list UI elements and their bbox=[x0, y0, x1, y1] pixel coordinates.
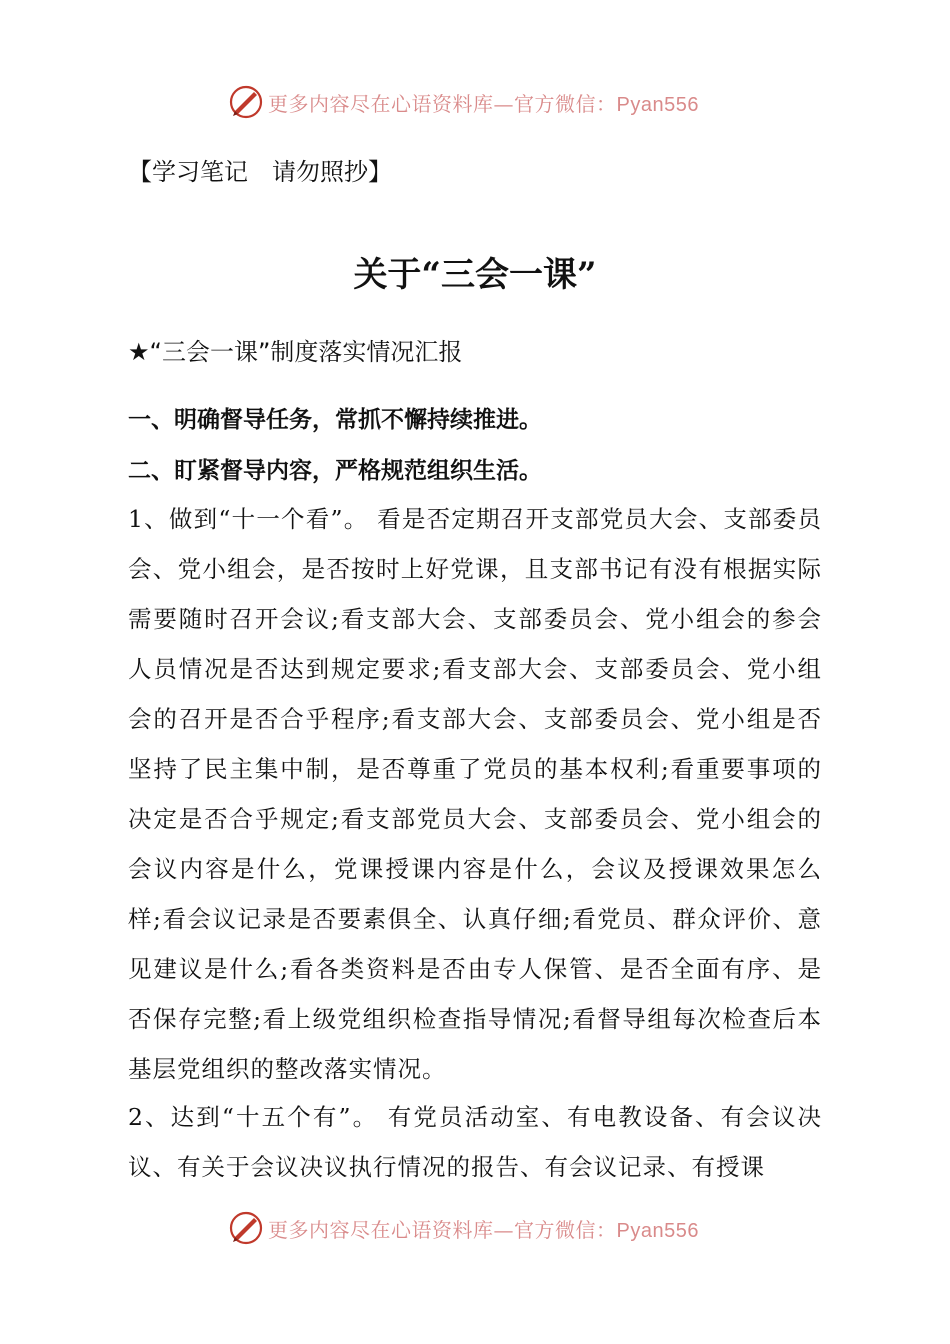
watermark-text bbox=[268, 88, 699, 117]
paragraph-fifteen-haves: 2、达到“十五个有”。 有党员活动室、有电教设备、有会议决议、有关于会议决议执行情况的报告、有会议记录、有授课 bbox=[128, 1103, 822, 1181]
watermark-wechat-id: Pyan556 bbox=[616, 1219, 699, 1242]
watermark-banner-top bbox=[228, 82, 699, 122]
section-heading-1: 一、明确督导任务，常抓不懈持续推进。 bbox=[128, 406, 542, 433]
section-heading-2: 二、盯紧督导内容，严格规范组织生活。 bbox=[128, 457, 542, 484]
study-note-label: 【学习笔记 请勿照抄】 bbox=[128, 158, 392, 186]
document-subtitle: ★“三会一课”制度落实情况汇报 bbox=[128, 338, 463, 366]
pen-logo-icon bbox=[228, 1210, 264, 1246]
watermark-label: 更多内容尽在心语资料库—官方微信： bbox=[268, 91, 617, 116]
paragraph-eleven-checks: 1、做到“十一个看”。 看是否定期召开支部党员大会、支部委员会、党小组会，是否按时上好党课，且支部书记有没有根据实际需要随时召开会议;看支部大会、支部委员会、党小组会的参会人员情况是否达到规定要求;看支部大会、支部委员会、党小组会的召开是否合乎程序;看支部大会、支部委员会、党小组是否坚持了民主集中制，是否尊重了党员的基本权利;看重要事项的决定是否合乎规定;看支部党员大会、支部委员会、党小组会的会议内容是什么，党课授课内容是什么，会议及授课效果怎么样;看会议记录是否要素俱全、认真仔细;看党员、群众评价、意见建议是什么;看各类资料是否由专人保管、是否全面有序、是否保存完整;看上级党组织检查指导情况;看督导组每次检查后本基层党组织的整改落实情况。 bbox=[128, 505, 822, 1083]
watermark-text bbox=[268, 1214, 699, 1243]
pen-logo-icon bbox=[228, 84, 264, 120]
watermark-wechat-id: Pyan556 bbox=[616, 93, 699, 116]
document-title: 关于“三会一课” bbox=[353, 255, 597, 295]
watermark-banner-bottom bbox=[228, 1208, 699, 1248]
watermark-label: 更多内容尽在心语资料库—官方微信： bbox=[268, 1217, 617, 1242]
